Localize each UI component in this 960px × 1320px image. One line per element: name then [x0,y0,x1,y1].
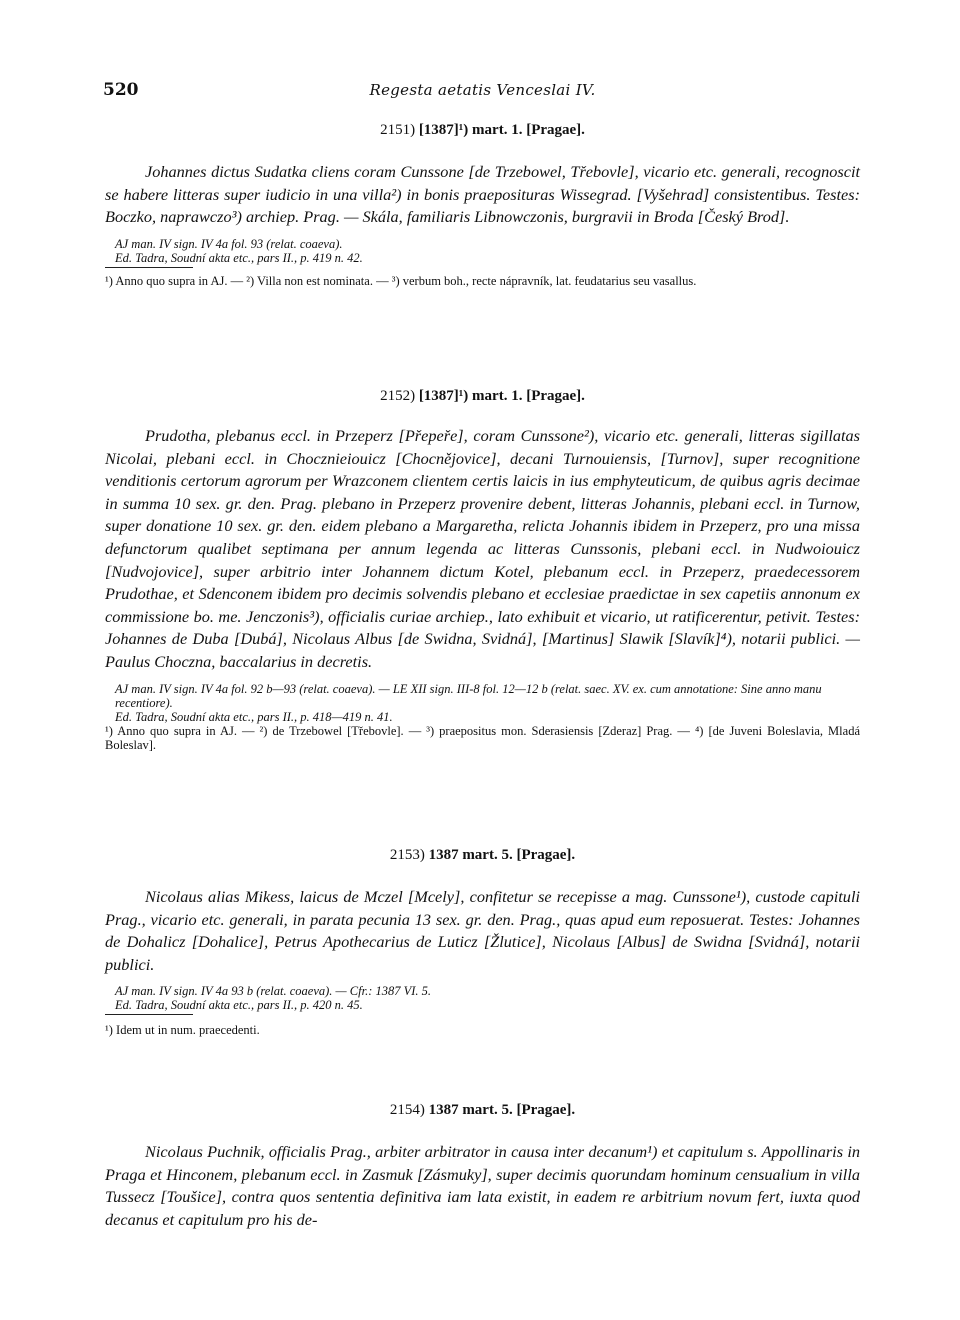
page-number: 520 [103,80,139,100]
running-title: Regesta aetatis Venceslai IV. [369,81,596,99]
entry-date: 1387 mart. 5. [Pragae]. [428,847,576,863]
entry-2151 [105,122,860,288]
entry-date: 1387 mart. 5. [Pragae]. [428,1102,576,1118]
entry-number: 2154) [389,1102,425,1118]
entry-number: 2152) [380,388,416,404]
entry-heading [105,1102,860,1119]
entry-number: 2153) [389,847,425,863]
entry-heading [105,388,860,405]
footnote-rule [105,267,193,268]
entry-edition: Ed. Tadra, Soudní akta etc., pars II., p. 418—419 n. 41. [115,709,393,724]
entry-heading [105,122,860,139]
entry-body: Prudotha, plebanus eccl. in Przeperz [Přepeře], coram Cunssone²), vicario etc. generali, litteras sigillatas Nicolai, plebani eccl. in Chocznieiouicz [Chocnějovice], decani Turnouiensis, [Turnov], super recognitione venditionis certorum agrorum per Wrazconem clientem certis laicis in ius emphyteuticum, de quibus agris decimae in summa 10 sex. gr. den. Prag. plebano in Przeperz provenire debent, litteras Johannis, plebani eccl. in Turnow, super donatione 10 sex. gr. den. eidem plebano a Margaretha, relicta Johannis ibidem in Przeperz, pro una missa defunctorum qualibet septimana per annum legenda ac litteras Cunssonis, plebani eccl. in Nudwoiouicz [Nudvojovice], super arbitrio inter Johannem dictum Kotel, plebanum eccl. in Przeperz, praedecessorem Prudothae, et Sdenconem ibidem pro decimis solvendis plebano et ecclesiae praedictae in sex capetiis annonum ex commissione bo. me. Jenczonis³), officialis curiae archiep., lato exhibuit et vicario, ut ratificerentur, petivit. Testes: Johannes de Duba [Dubá], Nicolaus Albus [de Swidna, Svidná], [Martinus] Slawik [Slavík]⁴), notarii publici. — Paulus Choczna, baccalarius in decretis. [105,426,860,671]
page-header [105,80,860,104]
entry-source: AJ man. IV sign. IV 4a 93 b (relat. coaeva). — Cfr.: 1387 VI. 5. [115,984,432,999]
footnote: ¹) Anno quo supra in AJ. — ²) de Trzebowel [Třebovle]. — ³) praepositus mon. Sderasiensis [Zderaz] Prag. — ⁴) [de Juveni Boleslavia, Mladá Boleslav]. [105,723,860,753]
entry-heading [105,847,860,864]
footnote: ¹) Anno quo supra in AJ. — ²) Villa non est nominata. — ³) verbum boh., recte nápravník, lat. feudatarius seu vasallus. [105,273,697,288]
footnote-rule [105,1014,193,1015]
entry-2152 [105,388,860,753]
entry-2154 [105,1102,860,1231]
entry-body: Nicolaus alias Mikess, laicus de Mczel [Mcely], confitetur se recepisse a mag. Cunssone¹), custode capituli Prag., vicario etc. generali, in parata pecunia 13 sex. gr. den. Prag., quas apud eum reposuerat. Testes: Johannes de Dohalicz [Dohalice], Petrus Apothecarius de Luticz [Žlutice], Nicolaus [Albus] de Swidna [Svidná], notarii publici. [105,887,860,974]
entry-date: [1387]¹) mart. 1. [Pragae]. [418,388,585,404]
entry-body: Nicolaus Puchnik, officialis Prag., arbiter arbitrator in causa inter decanum¹) et capitulum s. Appollinaris in Praga et Hinconem, plebanum eccl. in Zasmuk [Zásmuky], super decimis quorundam hominum censualium in villa Tussecz [Toušice], contra quos sententia definitiva iam lata existit, in eadem re arbitrium novum fert, iuxta quod decanus et capitulum pro his de- [105,1142,860,1229]
entry-number: 2151) [380,122,416,138]
entry-source: AJ man. IV sign. IV 4a fol. 93 (relat. coaeva). [115,236,343,251]
footnote: ¹) Idem ut in num. praecedenti. [105,1023,260,1038]
entry-2153 [105,847,860,1038]
entry-edition: Ed. Tadra, Soudní akta etc., pars II., p. 420 n. 45. [115,998,363,1013]
entry-source: AJ man. IV sign. IV 4a fol. 92 b—93 (relat. coaeva). — LE XII sign. III-8 fol. 12—12 b (relat. saec. XV. ex. cum annotatione: Sine anno manu recentiore). [115,681,822,710]
entry-date: [1387]¹) mart. 1. [Pragae]. [418,122,585,138]
entry-edition: Ed. Tadra, Soudní akta etc., pars II., p. 419 n. 42. [115,250,363,265]
entry-body: Johannes dictus Sudatka cliens coram Cunssone [de Trzebowel, Třebovle], vicario etc. generali, recognoscit se habere litteras super iudicio in una villa²) in bonis praeposituras Wissegrad. [Vyšehrad] consistentibus. Testes: Boczko, naprawczo³) archiep. Prag. — Skála, familiaris Libnowczonis, burgravii in Broda [Český Brod]. [105,162,860,227]
